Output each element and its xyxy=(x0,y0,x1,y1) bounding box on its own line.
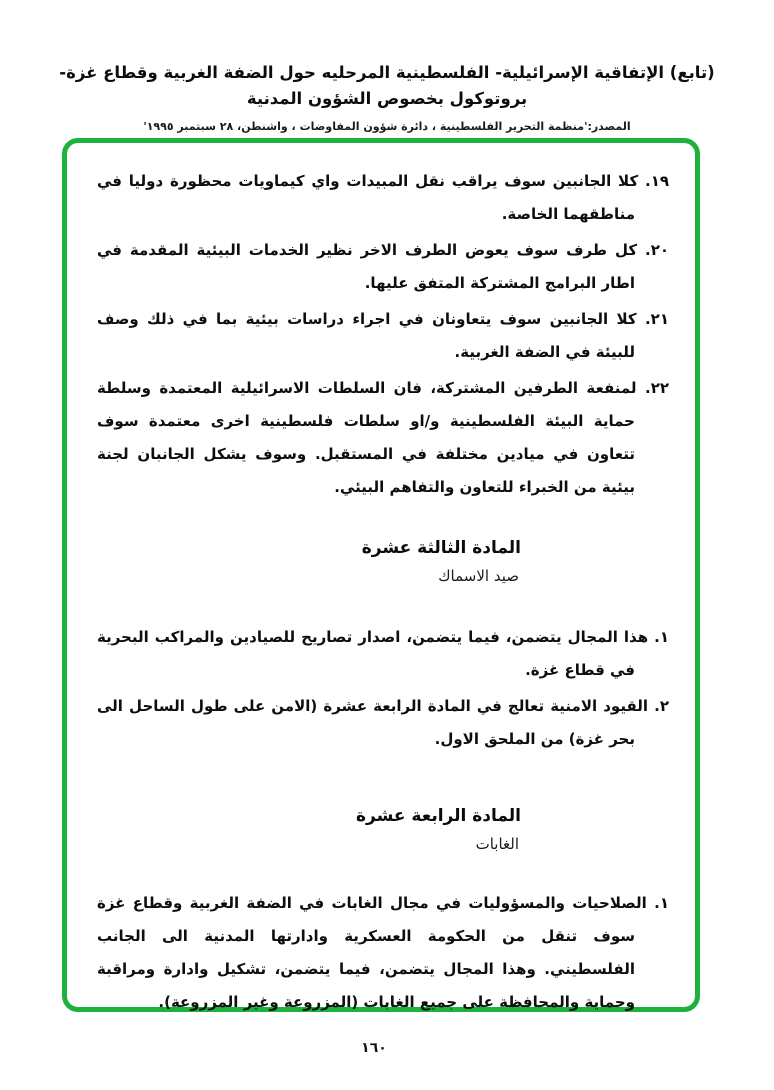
article-13-clause-2 xyxy=(97,690,669,756)
document-title: (تابع) الإتفاقية الإسرائيلية- الفلسطينية المرحليه حول الضفة الغربية وقطاع غزة- بروتوكول بخصوص الشؤون المدنية xyxy=(59,63,715,108)
clause-22-text: لمنفعة الطرفين المشتركة، فان السلطات الاسرائيلية المعتمدة وسلطة حماية البيئة الفلسطينية و/او سلطات فلسطينية اخرى معتمدة سوف تتعاون في ميادين مختلفة في المستقبل. وسوف يشكل الجانبان لجنة بيئية من الخبراء للتعاون والتفاهم البيئي. xyxy=(97,379,637,496)
document-body xyxy=(67,143,695,1019)
article-13-clause-1-number: ١. xyxy=(654,628,669,646)
document-header xyxy=(0,60,774,133)
clause-21-text: كلا الجانبين سوف يتعاونان في اجراء دراسات بيئية بما في ذلك وصف للبيئة في الضفة الغربية. xyxy=(97,310,637,361)
article-14-clause-1 xyxy=(97,887,669,1019)
clause-20-text: كل طرف سوف يعوض الطرف الاخر نظير الخدمات البيئية المقدمة في اطار البرامج المشتركة المتفق عليها. xyxy=(97,241,638,292)
article-13-subtitle: صيد الاسماك xyxy=(438,567,519,585)
article-13-clause-1-text: هذا المجال يتضمن، فيما يتضمن، اصدار تصاريح للصيادين والمراكب البحرية في قطاع غزة. xyxy=(97,628,649,679)
article-14-subtitle: الغابات xyxy=(475,835,519,853)
clause-20-number: ٢٠. xyxy=(645,241,670,259)
article-14-heading: المادة الرابعة عشرة xyxy=(355,806,521,826)
clause-21-number: ٢١. xyxy=(644,310,669,328)
article-14-clauses xyxy=(97,887,669,1019)
article-13-heading: المادة الثالثة عشرة xyxy=(361,538,521,558)
clause-19-text: كلا الجانبين سوف يراقب نقل المبيدات واي كيماويات محظورة دوليا في مناطقهما الخاصة. xyxy=(97,172,639,223)
clause-19-number: ١٩. xyxy=(644,172,669,190)
content-border-box xyxy=(62,138,700,1012)
page-number: ١٦٠ xyxy=(361,1040,387,1056)
article-13-clause-2-text: القيود الامنية تعالج في المادة الرابعة عشرة (الامن على طول الساحل الى بحر غزة) من الملحق الاول. xyxy=(97,697,649,748)
document-footer xyxy=(0,1040,748,1056)
article-13-clause-1 xyxy=(97,621,669,687)
clause-22 xyxy=(97,372,669,504)
clause-19 xyxy=(97,165,669,231)
article-14-clause-1-text: الصلاحيات والمسؤوليات في مجال الغابات في الضفة الغربية وقطاع غزة سوف تنقل من الحكومة العسكرية وادارتها المدنية الى الجانب الفلسطيني. وهذا المجال يتضمن، فيما يتضمن، تشكيل وادارة ومراقبة وحماية والمحافظة على جميع الغابات (المزروعة وغير المزروعة). xyxy=(97,894,647,1011)
clause-20 xyxy=(97,234,669,300)
document-source-line: المصدر:'منظمة التحرير الفلسطينية ، دائرة شؤون المفاوضات ، واشنطن، ٢٨ سبتمبر ١٩٩٥' xyxy=(143,120,631,133)
article-13-clauses xyxy=(97,621,669,756)
article-14-clause-1-number: ١. xyxy=(654,894,669,912)
article-13-clause-2-number: ٢. xyxy=(654,697,669,715)
clause-22-number: ٢٢. xyxy=(644,379,669,397)
clause-21 xyxy=(97,303,669,369)
